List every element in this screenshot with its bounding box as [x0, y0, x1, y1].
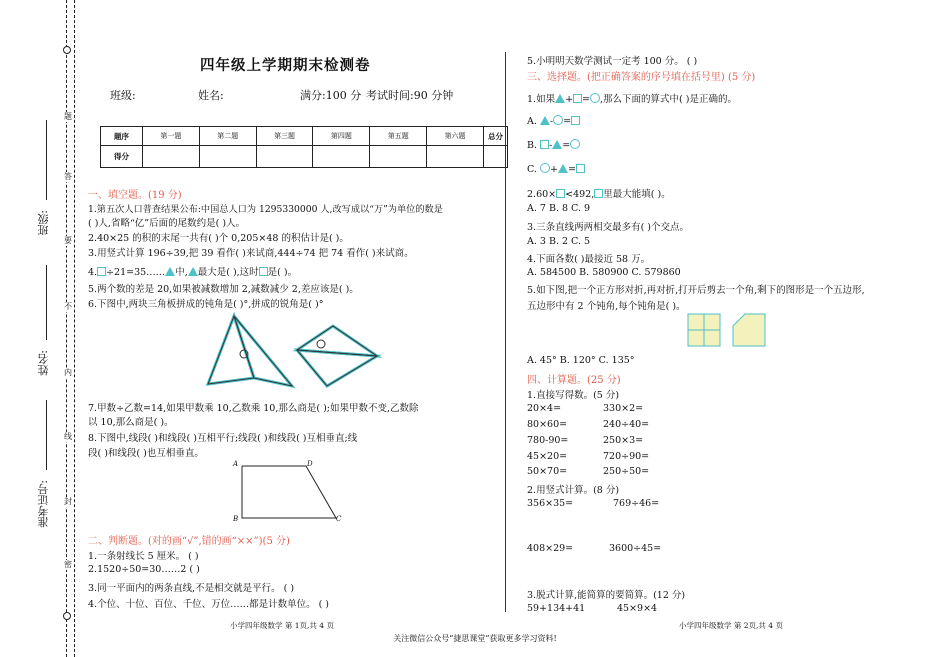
- class-blank[interactable]: [46, 120, 47, 200]
- square-icon: [97, 267, 106, 276]
- question-text: 1.一条射线长 5 厘米。 ( ): [88, 551, 199, 562]
- question-text: 2.40×25 的积的末尾一共有( )个 0,205×48 的积估计是( )。: [88, 233, 349, 244]
- square-icon: [573, 94, 582, 103]
- triangle-icon: [555, 94, 565, 103]
- binding-hole: [63, 46, 71, 54]
- circle-icon: [540, 163, 550, 173]
- vertical-calc-item: 769÷46=: [613, 498, 660, 509]
- mixed-calc-item: 45×9×4: [617, 603, 658, 614]
- binding-char: 答: [64, 172, 72, 181]
- section-3-q1: [527, 91, 737, 105]
- question-text: 1.直接写得数。(5 分): [527, 390, 620, 401]
- question-text: 五边形中有 2 个钝角,每个钝角是( )。: [527, 301, 686, 312]
- calc-item: 20×4=: [527, 403, 562, 414]
- q4-start: 4.: [88, 267, 98, 278]
- question-text: 6.下图中,两块三角板拼成的钝角是( )°,拼成的锐角是( )°: [88, 299, 324, 310]
- info-name: 姓名:: [198, 89, 224, 102]
- option-b[interactable]: B. - =: [527, 139, 580, 151]
- question-text: 以 10,那么商是( )。: [88, 417, 174, 428]
- question-text: 4.下面各数( )最接近 58 万。: [527, 254, 651, 265]
- name-blank[interactable]: [46, 265, 47, 340]
- s3q1-d: ,那么下面的算式中( )是正确的。: [600, 94, 737, 105]
- q4-mid3: 最大是( ),这时: [197, 267, 259, 278]
- score-cell[interactable]: [484, 146, 508, 168]
- section-1-heading: 一、填空题。(19 分): [88, 190, 182, 201]
- calc-item: 780-90=: [527, 435, 569, 446]
- vertical-calc-item: 3600÷45=: [609, 543, 662, 554]
- square-icon: [540, 140, 549, 149]
- options-text: A. 45° B. 120° C. 135°: [527, 355, 635, 366]
- question-text: 4.个位、十位、百位、千位、万位……都是计数单位。 ( ): [88, 599, 330, 610]
- binding-char: 要: [64, 236, 72, 245]
- score-header-cell: 第一题: [143, 127, 200, 146]
- point-label-d: D: [307, 460, 313, 468]
- calc-item: 330×2=: [603, 403, 644, 414]
- s3q1-c: =: [582, 94, 591, 105]
- question-text: 5.两个数的差是 20,如果被减数增加 2,减数减少 2,差应该是( )。: [88, 284, 359, 295]
- question-text: 2.用竖式计算。(8 分): [527, 485, 620, 496]
- set-square-figure-2: [293, 320, 383, 390]
- binding-dashed-line: [66, 0, 67, 657]
- triangle-icon: [165, 267, 175, 276]
- class-label: 班级:: [37, 210, 50, 236]
- score-row-label: 得分: [101, 146, 143, 168]
- page-footer-2: 小学四年级数学 第 2页,共 4 页: [679, 621, 783, 630]
- s3q2-a: 2.60×: [527, 189, 557, 200]
- option-c-label: C.: [527, 164, 537, 175]
- question-text: 3.脱式计算,能简算的要简算。(12 分): [527, 590, 686, 601]
- binding-char: 封: [64, 497, 72, 506]
- question-text: 2.1520÷50=30……2 ( ): [88, 564, 200, 575]
- binding-char: 题: [64, 112, 72, 121]
- s3q2-b: <492,: [565, 189, 595, 200]
- question-text: 7.甲数÷乙数=14,如果甲数乘 10,乙数乘 10,那么商是( );如果甲数不变,乙数除: [88, 403, 419, 414]
- exam-no-label: 准考证号:: [37, 480, 50, 528]
- binding-char: 内: [64, 368, 72, 377]
- info-class: 班级:: [110, 89, 136, 102]
- score-table: [100, 126, 508, 168]
- calc-item: 720÷90=: [603, 451, 650, 462]
- calc-item: 250×3=: [603, 435, 644, 446]
- question-text: 8.下图中,线段( )和线段( )互相平行;线段( )和线段( )互相垂直;线: [88, 433, 358, 444]
- circle-icon: [570, 139, 580, 149]
- calc-item: 240÷40=: [603, 419, 650, 430]
- page-title: 四年级上学期期末检测卷: [200, 57, 371, 74]
- page-divider: [505, 52, 506, 612]
- question-text: 3.三条直线两两相交最多有( )个交点。: [527, 222, 689, 233]
- option-b-label: B.: [527, 140, 538, 151]
- binding-char: 线: [64, 432, 72, 441]
- square-icon: [571, 116, 580, 125]
- triangle-icon: [558, 164, 568, 173]
- binding-char: 不: [64, 302, 72, 311]
- info-time: 考试时间:90 分钟: [366, 89, 454, 102]
- trapezoid-figure: [228, 458, 348, 528]
- question-text: 1.第五次人口普查结果公布:中国总人口为 1295330000 人,改写成以“万”为单位的数是: [88, 204, 443, 215]
- score-header-cell: 题序: [101, 127, 143, 146]
- options-text: A. 3 B. 2 C. 5: [527, 236, 591, 247]
- score-header-cell: 第二题: [199, 127, 256, 146]
- section-2-heading: 二、判断题。(对的画“√”,错的画“××”)(5 分): [88, 536, 290, 547]
- circle-icon: [553, 115, 563, 125]
- score-header-cell: 第五题: [370, 127, 427, 146]
- question-text: 段( )和线段( )也互相垂直。: [88, 448, 204, 459]
- section-3-q2: [527, 186, 671, 200]
- point-label-c: C: [336, 515, 342, 523]
- point-label-b: B: [233, 515, 239, 523]
- square-icon: [576, 164, 585, 173]
- score-cell[interactable]: [370, 146, 427, 168]
- calc-item: 50×70=: [527, 466, 568, 477]
- folded-square-figure: [687, 313, 721, 347]
- question-text: ( )人,省略“亿”后面的尾数约是( )人。: [88, 218, 246, 229]
- score-header-cell: 第四题: [313, 127, 370, 146]
- page-footer-1: 小学四年级数学 第 1页,共 4 页: [230, 621, 334, 630]
- calc-item: 80×60=: [527, 419, 568, 430]
- calc-item: 45×20=: [527, 451, 568, 462]
- cut-pentagon-figure: [732, 313, 766, 347]
- section-3-heading: 三、选择题。(把正确答案的序号填在括号里) (5 分): [527, 72, 756, 83]
- name-label: 姓名:: [37, 350, 50, 376]
- option-c[interactable]: C. + =: [527, 163, 585, 175]
- score-cell[interactable]: [427, 146, 484, 168]
- s3q2-c: 里最大能填( )。: [603, 189, 671, 200]
- question-text: 3.同一平面内的两条直线,不是相交就是平行。 ( ): [88, 583, 295, 594]
- question-4: [88, 264, 297, 278]
- binding-strip: [0, 0, 85, 657]
- s3q1-b: +: [565, 94, 574, 105]
- score-header-cell: 第六题: [427, 127, 484, 146]
- option-a[interactable]: A. - =: [527, 115, 580, 127]
- options-text: A. 7 B. 8 C. 9: [527, 203, 591, 214]
- question-text: 3.用竖式计算 196÷39,把 39 看作( )来试商,444÷74 把 74 看作( )来试商。: [88, 248, 414, 259]
- square-icon: [594, 189, 603, 198]
- triangle-icon: [552, 140, 562, 149]
- options-text: A. 584500 B. 580900 C. 579860: [527, 267, 681, 278]
- set-square-left-icon: [208, 316, 254, 384]
- square-icon: [556, 189, 565, 198]
- mixed-calc-item: 59+134+41: [527, 603, 586, 614]
- set-square-figure-1: [198, 312, 308, 396]
- score-header-cell: 第三题: [256, 127, 313, 146]
- binding-hole: [63, 612, 71, 620]
- vertical-calc-item: 408×29=: [527, 543, 574, 554]
- point-label-a: A: [233, 460, 239, 468]
- triangle-icon: [540, 116, 550, 125]
- score-cell[interactable]: [199, 146, 256, 168]
- option-a-label: A.: [527, 116, 537, 127]
- q4-mid2: 中,: [175, 267, 188, 278]
- vertical-calc-item: 356×35=: [527, 498, 574, 509]
- section-4-heading: 四、计算题。(25 分): [527, 375, 621, 386]
- score-cell[interactable]: [313, 146, 370, 168]
- exam-no-blank[interactable]: [46, 400, 47, 470]
- q4-mid1: ÷21=35……: [106, 267, 166, 278]
- q4-end: 是( )。: [267, 267, 298, 278]
- circle-icon: [590, 93, 600, 103]
- score-cell[interactable]: [143, 146, 200, 168]
- score-cell[interactable]: [256, 146, 313, 168]
- triangle-icon: [188, 267, 198, 276]
- binding-char: 密: [64, 560, 72, 569]
- score-header-cell: 总分: [484, 127, 508, 146]
- square-icon: [259, 267, 268, 276]
- question-text: 5.如下图,把一个正方形对折,再对折,打开后剪去一个角,剩下的图形是一个五边形,: [527, 285, 865, 296]
- question-text: 5.小明明天数学测试一定考 100 分。 ( ): [527, 56, 698, 67]
- calc-item: 250÷50=: [603, 466, 650, 477]
- info-score: 满分:100 分: [300, 89, 362, 102]
- s3q1-a: 1.如果: [527, 94, 556, 105]
- bottom-note: 关注微信公众号“捷思课堂”获取更多学习资料!: [393, 634, 557, 643]
- binding-dashed-line-inner: [74, 0, 75, 657]
